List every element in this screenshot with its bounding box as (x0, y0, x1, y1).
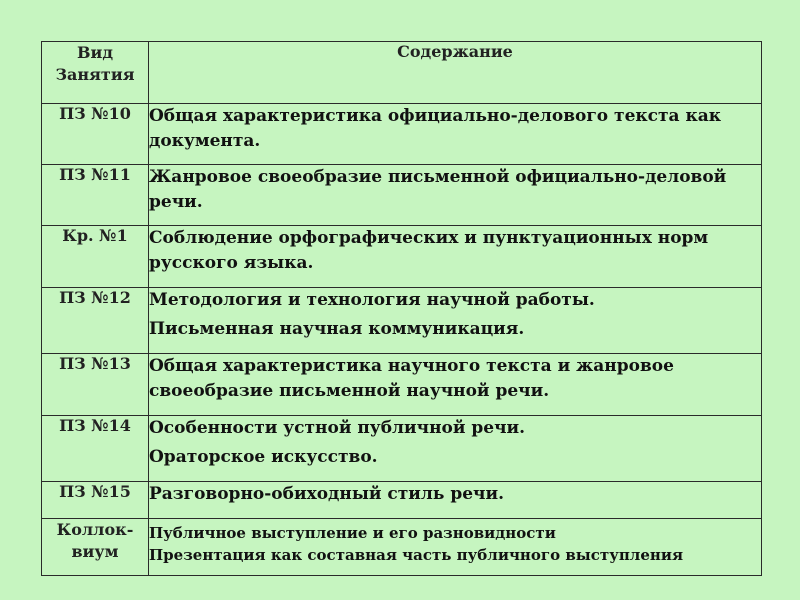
content-line: Письменная научная коммуникация. (149, 319, 525, 339)
table-row (42, 104, 762, 165)
row-type-cell: ПЗ №12 (42, 288, 149, 354)
content-line: Жанровое своеобразие письменной официально-деловой (149, 167, 727, 187)
row-type-cell (42, 519, 149, 576)
content-line: своеобразие письменной научной речи. (149, 381, 550, 401)
row-content-cell (149, 416, 762, 482)
content-line: Общая характеристика научного текста и жанровое (149, 356, 674, 376)
row-content-cell (149, 288, 762, 354)
content-line: Разговорно-обиходный стиль речи. (149, 484, 504, 504)
content-line: речи. (149, 192, 203, 212)
schedule-table (41, 41, 762, 576)
table-row (42, 288, 762, 354)
row-content-cell (149, 482, 762, 519)
type-line1: Коллок- (56, 520, 134, 539)
table-row (42, 482, 762, 519)
table-row (42, 354, 762, 416)
row-content-cell (149, 104, 762, 165)
content-line: Общая характеристика официально-делового текста как (149, 106, 722, 126)
type-line2: виум (71, 542, 119, 561)
header-content-cell: Содержание (149, 42, 762, 104)
content-line: русского языка. (149, 253, 314, 273)
header-type-line1: Вид (76, 43, 114, 62)
content-line: Публичное выступление и его разновидности (149, 524, 556, 542)
row-content-cell (149, 354, 762, 416)
table-header-row (42, 42, 762, 104)
table-row (42, 519, 762, 576)
content-line: Соблюдение орфографических и пунктуационных норм (149, 228, 709, 248)
table-row (42, 226, 762, 288)
row-content-cell (149, 226, 762, 288)
row-type-cell: ПЗ №11 (42, 165, 149, 226)
row-type-cell: Кр. №1 (42, 226, 149, 288)
row-content-cell (149, 165, 762, 226)
header-type-line2: Занятия (55, 65, 135, 84)
content-line: документа. (149, 131, 261, 151)
table-row (42, 416, 762, 482)
content-line: Ораторское искусство. (149, 447, 378, 467)
content-line: Презентация как составная часть публичного выступления (149, 546, 684, 564)
row-type-cell: ПЗ №13 (42, 354, 149, 416)
content-line: Особенности устной публичной речи. (149, 418, 526, 438)
table-row (42, 165, 762, 226)
header-type-cell (42, 42, 149, 104)
content-line: Методология и технология научной работы. (149, 290, 595, 310)
row-type-cell: ПЗ №15 (42, 482, 149, 519)
row-content-cell (149, 519, 762, 576)
row-type-cell: ПЗ №10 (42, 104, 149, 165)
row-type-cell: ПЗ №14 (42, 416, 149, 482)
